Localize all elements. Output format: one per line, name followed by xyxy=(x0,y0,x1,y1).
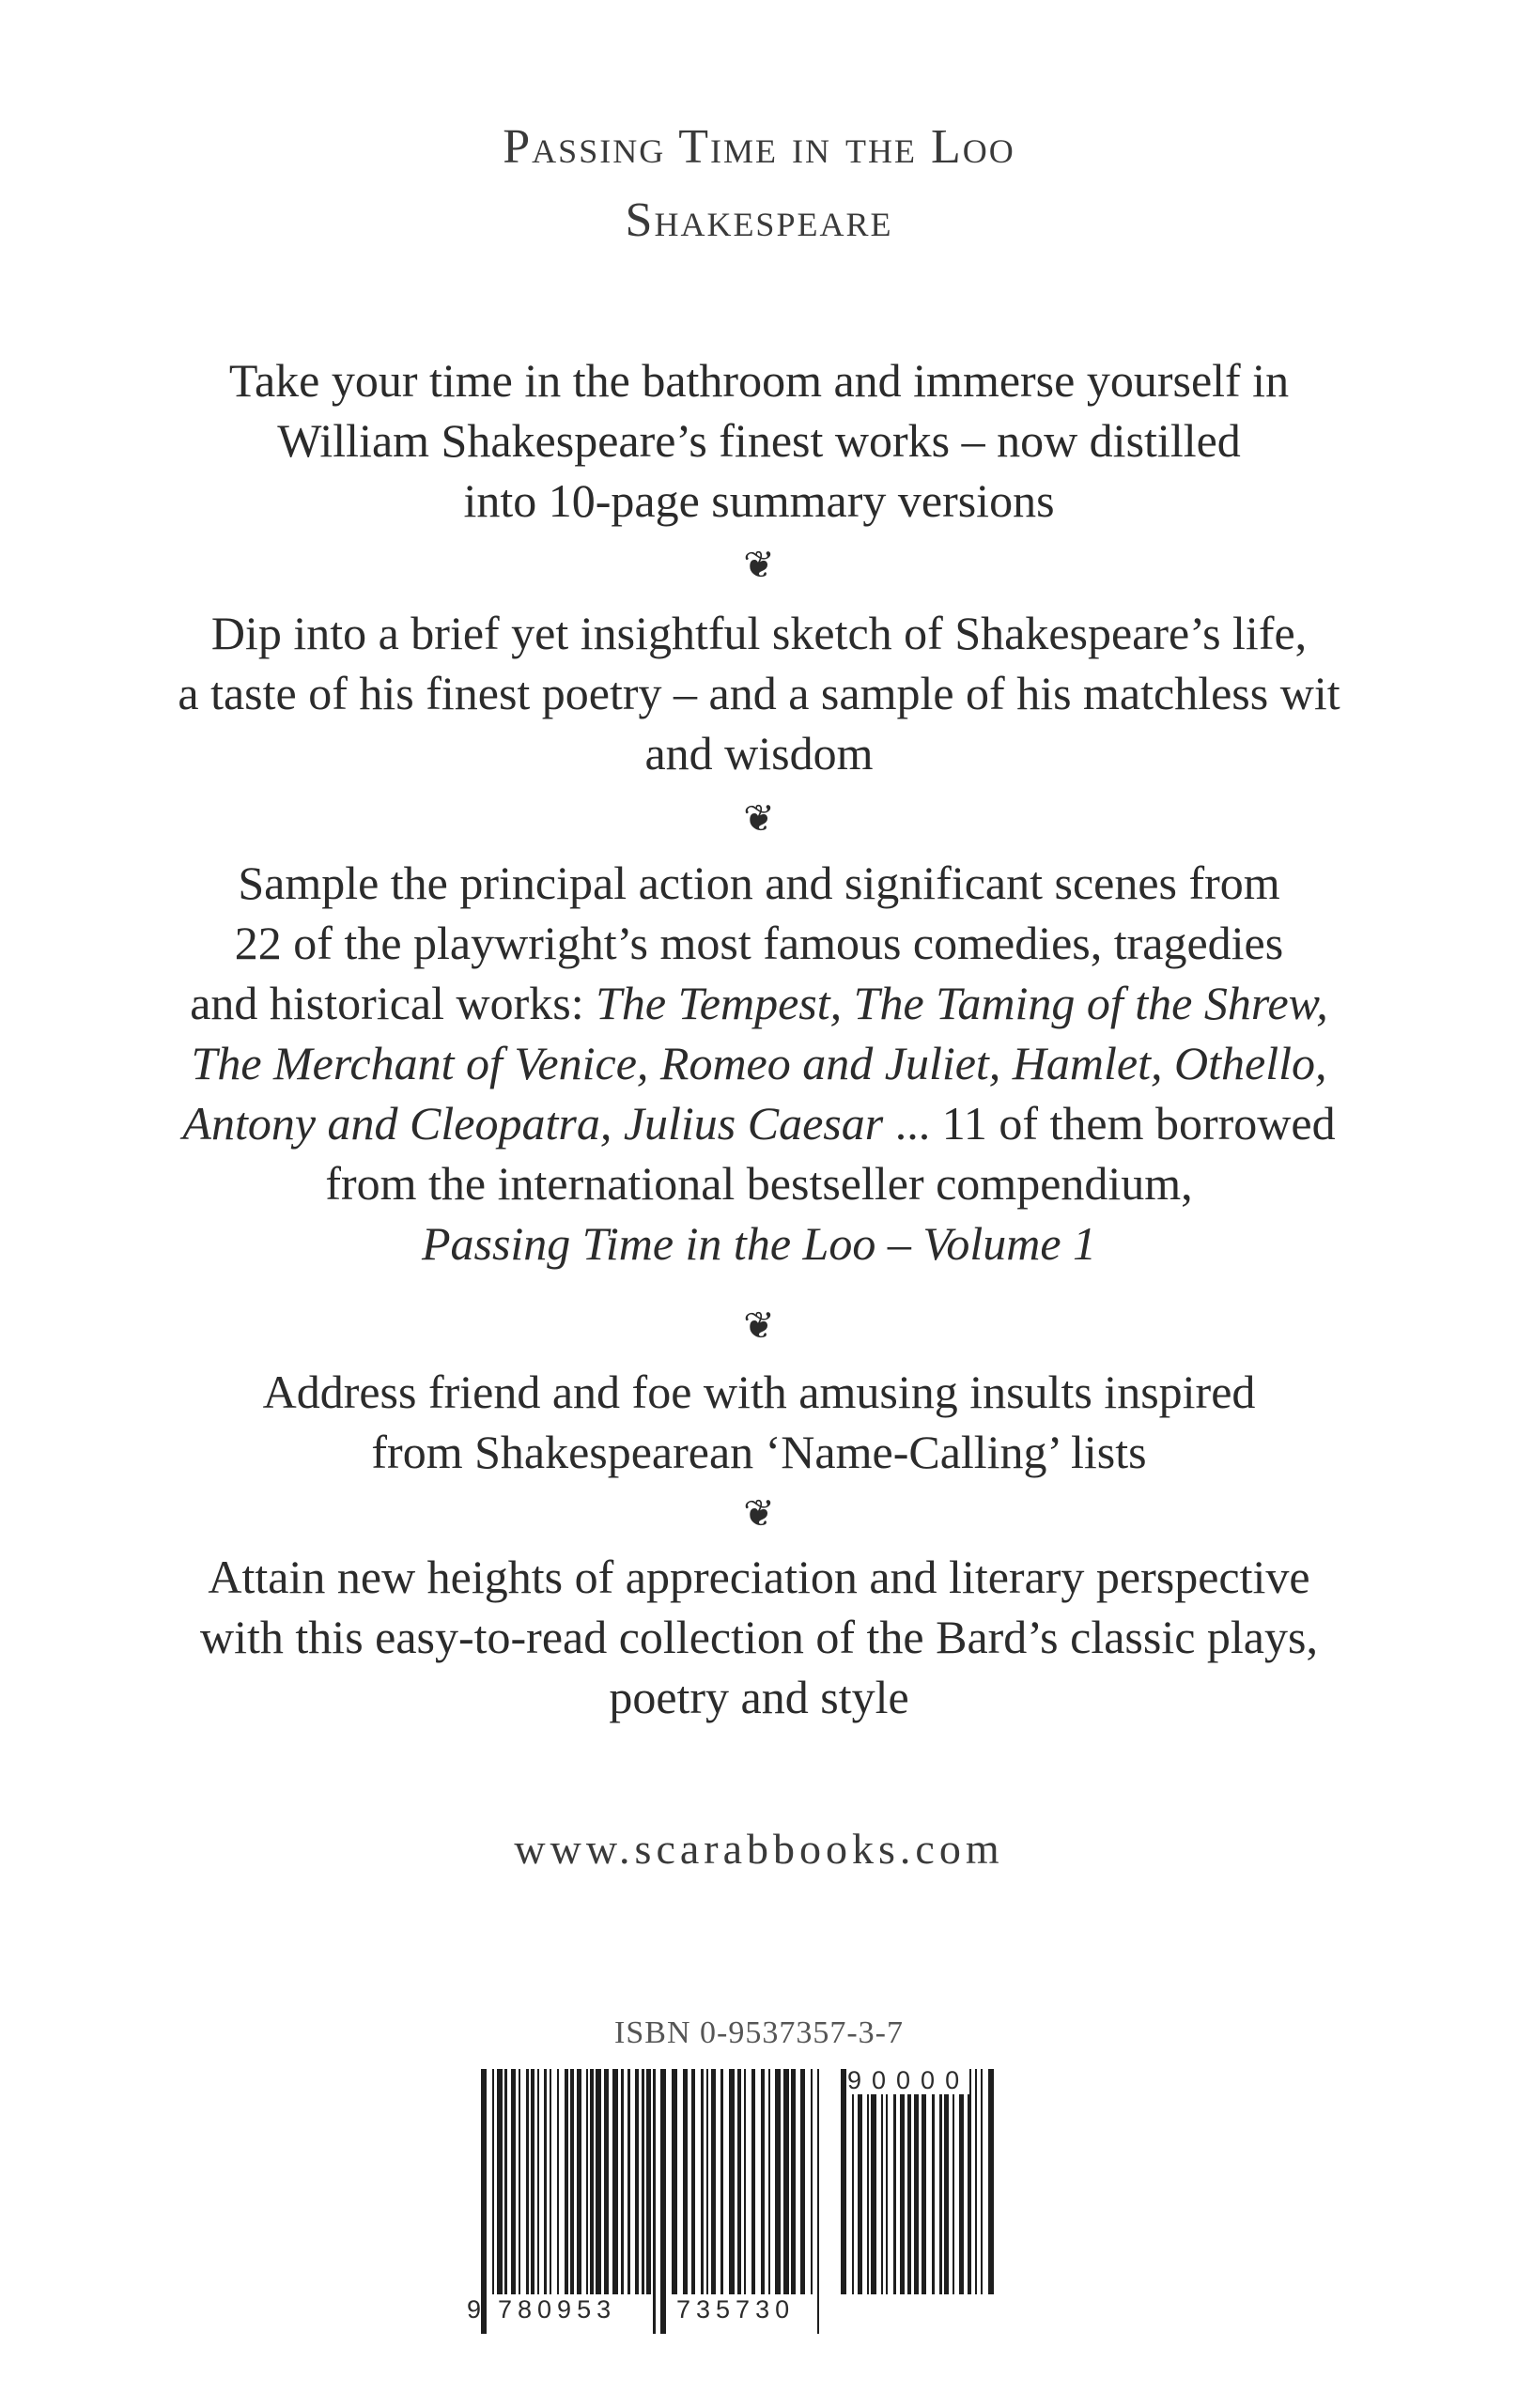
blurb-line: and wisdom xyxy=(644,727,874,780)
book-title xyxy=(0,111,1518,257)
barcode-bar xyxy=(791,2069,796,2294)
barcode-bar xyxy=(660,2069,666,2334)
barcode-bar xyxy=(953,2069,954,2294)
barcode-bar xyxy=(914,2069,919,2294)
barcode-bar xyxy=(858,2069,862,2294)
blurb-line: from the international bestseller compendium, xyxy=(325,1157,1193,1210)
barcode-bar xyxy=(939,2069,942,2294)
blurb-line: from Shakespearean ‘Name-Calling’ lists xyxy=(371,1426,1147,1478)
barcode-lead-digit: 9 xyxy=(467,2295,482,2323)
barcode-bar xyxy=(881,2069,883,2294)
barcode-bar xyxy=(627,2069,630,2294)
barcode-bar xyxy=(672,2069,677,2294)
barcode-bar xyxy=(761,2069,765,2294)
barcode-bar xyxy=(531,2069,534,2294)
barcode-bar xyxy=(729,2069,735,2294)
blurb-line: Address friend and foe with amusing insults inspired xyxy=(262,1366,1256,1418)
barcode-bar xyxy=(612,2069,618,2294)
barcode-bar xyxy=(959,2069,964,2294)
barcode-bar xyxy=(544,2069,547,2294)
price-addon-barcode-icon xyxy=(841,2069,996,2334)
barcode-bar xyxy=(604,2069,609,2294)
blurb-paragraph-1 xyxy=(94,350,1424,531)
barcode-bar xyxy=(744,2069,746,2294)
blurb-line xyxy=(94,973,1424,1033)
barcode-bar xyxy=(867,2069,869,2294)
barcode-bar xyxy=(596,2069,601,2294)
blurb-paragraph-3 xyxy=(94,853,1424,1273)
barcode-bar xyxy=(968,2069,971,2294)
fleuron-ornament-icon: ❦ xyxy=(743,1304,775,1348)
fleuron-ornament-icon: ❦ xyxy=(743,544,775,587)
barcode-bar xyxy=(907,2069,911,2294)
barcode-bar xyxy=(504,2069,507,2294)
barcode-bar xyxy=(944,2069,949,2294)
blurb-line: a taste of his finest poetry – and a sample of his matchless wit xyxy=(178,667,1340,719)
barcode-bar xyxy=(519,2069,520,2294)
blurb-line: Dip into a brief yet insightful sketch of Shakespeare’s life, xyxy=(210,607,1308,659)
barcode-bar xyxy=(492,2069,494,2294)
barcode-bar xyxy=(932,2069,935,2294)
barcode-bar xyxy=(653,2069,656,2334)
barcode-bar xyxy=(922,2069,926,2294)
publisher-website: www.scarabbooks.com xyxy=(514,1825,1004,1873)
barcode-bar xyxy=(586,2069,588,2294)
blurb-line xyxy=(94,1213,1424,1273)
barcode-bar xyxy=(817,2069,819,2334)
blurb-paragraph-5 xyxy=(94,1547,1424,1727)
compendium-title: Passing Time in the Loo – Volume 1 xyxy=(421,1217,1097,1270)
blurb-text: and historical works: xyxy=(190,977,596,1029)
barcode-bar xyxy=(481,2069,487,2334)
barcode-bar xyxy=(621,2069,624,2294)
blurb-paragraph-4 xyxy=(94,1362,1424,1482)
play-titles: Antony and Cleopatra, Julius Caesar xyxy=(182,1097,884,1150)
barcode-bar xyxy=(706,2069,708,2294)
barcode-bar xyxy=(642,2069,644,2294)
fleuron-ornament-icon: ❦ xyxy=(743,797,775,841)
barcode-bar xyxy=(975,2069,977,2294)
barcode-bar xyxy=(783,2069,789,2294)
title-line-2: Shakespeare xyxy=(625,193,893,247)
blurb-line: with this easy-to-read collection of the Bard’s classic plays, xyxy=(200,1611,1318,1663)
blurb-line: Take your time in the bathroom and immerse yourself in xyxy=(228,354,1290,407)
blurb-line: William Shakespeare’s finest works – now distilled xyxy=(277,414,1241,467)
barcode-bar xyxy=(751,2069,755,2294)
barcode-bar xyxy=(701,2069,704,2294)
blurb-line xyxy=(94,1033,1424,1093)
barcode-bar xyxy=(577,2069,581,2294)
barcode-bar xyxy=(768,2069,770,2294)
blurb-line: poetry and style xyxy=(609,1671,909,1723)
barcode-bar xyxy=(893,2069,896,2294)
barcode-bar xyxy=(646,2069,651,2294)
barcode-bar xyxy=(988,2069,994,2294)
blurb-line: into 10-page summary versions xyxy=(463,474,1055,527)
barcode-bar xyxy=(683,2069,688,2294)
barcode-bar xyxy=(886,2069,888,2294)
play-titles: The Merchant of Venice, Romeo and Juliet, Hamlet, Othello, xyxy=(191,1037,1327,1089)
barcode-bar xyxy=(590,2069,594,2294)
barcode-bar xyxy=(841,2069,846,2294)
barcode-bar xyxy=(635,2069,639,2294)
barcode-addon-digits: 90000 xyxy=(847,2066,970,2094)
blurb-text: ... 11 of them borrowed xyxy=(883,1097,1336,1150)
barcode-left-digits: 780953 xyxy=(498,2295,617,2323)
barcode-bar xyxy=(497,2069,503,2294)
barcode-bar xyxy=(871,2069,876,2294)
blurb-paragraph-2 xyxy=(94,603,1424,783)
barcode-bar xyxy=(557,2069,559,2294)
barcode-right-digits: 735730 xyxy=(676,2295,796,2323)
barcode-bar xyxy=(526,2069,529,2294)
barcode-bar xyxy=(720,2069,723,2294)
barcode-bar xyxy=(711,2069,716,2294)
barcode-bar xyxy=(565,2069,568,2294)
isbn-number: ISBN 0-9537357-3-7 xyxy=(614,2015,904,2050)
blurb-line: 22 of the playwright’s most famous comedies, tragedies xyxy=(234,917,1284,969)
barcode-bar xyxy=(511,2069,516,2294)
blurb-line: Sample the principal action and significant scenes from xyxy=(238,857,1280,909)
fleuron-ornament-icon: ❦ xyxy=(743,1492,775,1536)
blurb-line xyxy=(94,1093,1424,1153)
barcode-bar xyxy=(570,2069,574,2294)
barcode-bar xyxy=(852,2069,854,2294)
barcode-bar xyxy=(900,2069,905,2294)
barcode-bar xyxy=(811,2069,813,2294)
barcode-bar xyxy=(537,2069,539,2294)
title-line-1: Passing Time in the Loo xyxy=(503,120,1015,174)
barcode-bar xyxy=(981,2069,983,2294)
barcode-bar xyxy=(550,2069,551,2294)
barcode-bar xyxy=(691,2069,695,2294)
play-titles: The Tempest, The Taming of the Shrew, xyxy=(596,977,1328,1029)
barcode-bar xyxy=(800,2069,805,2294)
blurb-line: Attain new heights of appreciation and literary perspective xyxy=(208,1551,1310,1603)
barcode-bar xyxy=(737,2069,741,2294)
barcode-bar xyxy=(775,2069,781,2294)
ean-barcode-icon xyxy=(481,2069,827,2334)
